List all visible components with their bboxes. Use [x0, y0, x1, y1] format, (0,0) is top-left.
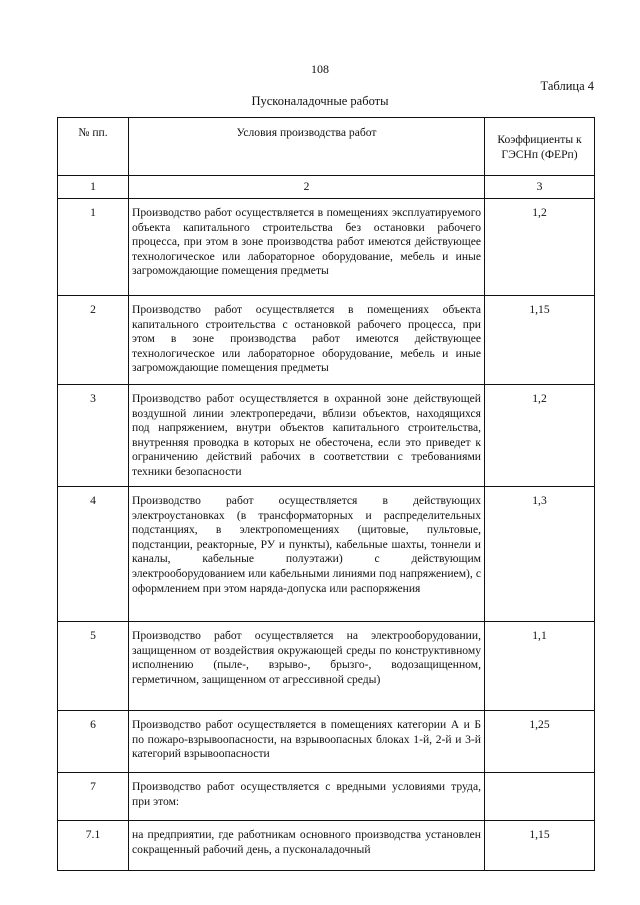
table-row — [58, 821, 595, 871]
row-condition: на предприятии, где работникам основного производства установлен сокращенный рабочий день, а пусконаладочный — [129, 821, 485, 871]
row-coefficient: 1,25 — [485, 711, 595, 773]
table-label: Таблица 4 — [540, 79, 594, 93]
table-row — [58, 199, 595, 296]
column-index: 2 — [129, 176, 485, 199]
header-conditions: Условия производства работ — [129, 118, 485, 176]
row-number: 5 — [58, 622, 129, 711]
row-coefficient: 1,15 — [485, 296, 595, 385]
row-condition: Производство работ осуществляется в действующих электроустановках (в трансформаторных и распределительных подстанциях, в электропомещениях (щитовые, пультовые, подстанции, реакторные, РУ и пункты), кабельные шахты, тоннели и каналы, кабельные полуэтажи) с действующим электрооборудованием или кабельными линиями под напряжением), с оформлением при этом наряда-допуска или распоряжения — [129, 487, 485, 622]
table-row — [58, 385, 595, 487]
table-row — [58, 487, 595, 622]
row-number: 3 — [58, 385, 129, 487]
row-number: 7.1 — [58, 821, 129, 871]
row-coefficient: 1,3 — [485, 487, 595, 622]
row-condition: Производство работ осуществляется в помещениях объекта капитального строительства с остановкой рабочего процесса, при этом в зоне производства работ имеются действующее технологическое или лабораторное оборудование, мебель и иные загромождающие помещения предметы — [129, 296, 485, 385]
column-index: 3 — [485, 176, 595, 199]
table-row — [58, 711, 595, 773]
row-coefficient: 1,15 — [485, 821, 595, 871]
header-num: № пп. — [58, 118, 129, 176]
table-row — [58, 622, 595, 711]
row-condition: Производство работ осуществляется на электрооборудовании, защищенном от воздействия окружающей среды по конструктивному исполнению (пыле-, взрыво-, брызго-, водозащищенном, герметичном, защищенном от агрессивной среды) — [129, 622, 485, 711]
row-coefficient: 1,2 — [485, 199, 595, 296]
table-row — [58, 296, 595, 385]
column-index: 1 — [58, 176, 129, 199]
row-number: 6 — [58, 711, 129, 773]
page-number: 108 — [311, 62, 329, 76]
row-number: 4 — [58, 487, 129, 622]
row-condition: Производство работ осуществляется в помещениях эксплуатируемого объекта капитального строительства без остановки рабочего процесса, при этом в зоне производства работ имеются действующее технологическое или лабораторное оборудование, мебель и иные загромождающие помещения предметы — [129, 199, 485, 296]
row-coefficient — [485, 773, 595, 821]
row-coefficient: 1,2 — [485, 385, 595, 487]
row-condition: Производство работ осуществляется в охранной зоне действующей воздушной линии электропередачи, вблизи объектов, находящихся под напряжением, внутри объектов капитального строительства, внутренняя проводка в которых не обесточена, если это приведет к ограничению действий рабочих в соответствии с требованиями техники безопасности — [129, 385, 485, 487]
table-title: Пусконаладочные работы — [251, 94, 389, 108]
table-row — [58, 773, 595, 821]
coefficients-table — [57, 117, 595, 871]
row-coefficient: 1,1 — [485, 622, 595, 711]
row-number: 2 — [58, 296, 129, 385]
row-condition: Производство работ осуществляется в помещениях категории А и Б по пожаро-взрывоопасности, на взрывоопасных блоках 1-й, 2-й и 3-й категорий взрывоопасности — [129, 711, 485, 773]
row-number: 1 — [58, 199, 129, 296]
header-row — [58, 118, 595, 176]
header-coefficient: Коэффициенты к ГЭСНп (ФЕРп) — [485, 118, 595, 176]
row-condition: Производство работ осуществляется с вредными условиями труда, при этом: — [129, 773, 485, 821]
column-index-row — [58, 176, 595, 199]
row-number: 7 — [58, 773, 129, 821]
